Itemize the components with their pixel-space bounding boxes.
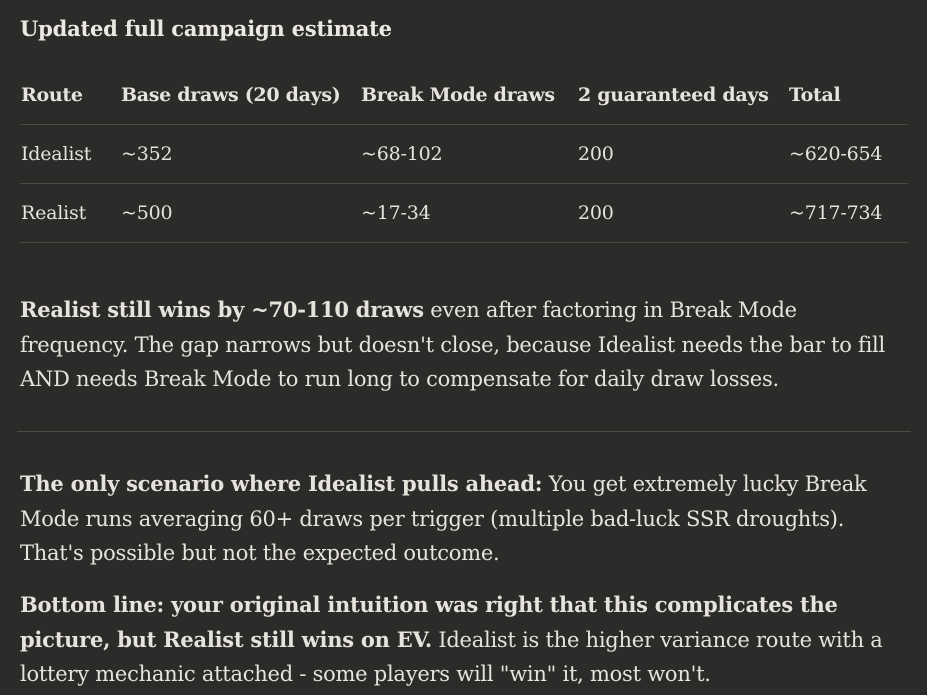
summary-paragraph (20, 293, 890, 397)
column-header-total: Total (789, 84, 841, 106)
summary-text: even after factoring in Break Mode frequency. The gap narrows but doesn't close, because Idealist needs the bar to fill AND needs Break Mode to run long to compensate for daily draw losses. (20, 298, 885, 391)
column-header-break-mode: Break Mode draws (361, 84, 555, 106)
scenario-text: You get extremely lucky Break Mode runs averaging 60+ draws per trigger (multiple bad-luck SSR droughts). That's possible but not the expected outcome. (20, 472, 867, 565)
bottom-line-paragraph (20, 588, 890, 692)
table-header-row (20, 66, 908, 125)
column-header-base-draws: Base draws (20 days) (121, 84, 341, 106)
table-cell: Realist (21, 202, 87, 224)
section-heading: Updated full campaign estimate (20, 16, 392, 41)
table-cell: ~17-34 (361, 202, 431, 224)
bottom-line-emphasis: Bottom line: your original intuition was right that this complicates the picture, but Realist still wins on EV. (20, 592, 838, 652)
section-divider (17, 431, 911, 432)
table-cell: ~68-102 (361, 143, 443, 165)
table-cell: ~352 (121, 143, 173, 165)
summary-emphasis: Realist still wins by ~70-110 draws (20, 297, 424, 322)
column-header-guaranteed-days: 2 guaranteed days (578, 84, 769, 106)
scenario-emphasis: The only scenario where Idealist pulls ahead: (20, 471, 543, 496)
table-cell: ~620-654 (789, 143, 883, 165)
table-cell: 200 (578, 202, 614, 224)
bottom-line-text: Idealist is the higher variance route with a lottery mechanic attached - some players will "win" it, most won't. (20, 627, 883, 686)
table-row (20, 125, 908, 184)
campaign-estimate-table (20, 66, 908, 243)
scenario-paragraph (20, 467, 890, 571)
table-cell: ~500 (121, 202, 173, 224)
table-row (20, 184, 908, 243)
table-cell: Idealist (21, 143, 92, 165)
column-header-route: Route (21, 84, 83, 106)
table-cell: ~717-734 (789, 202, 883, 224)
table-cell: 200 (578, 143, 614, 165)
